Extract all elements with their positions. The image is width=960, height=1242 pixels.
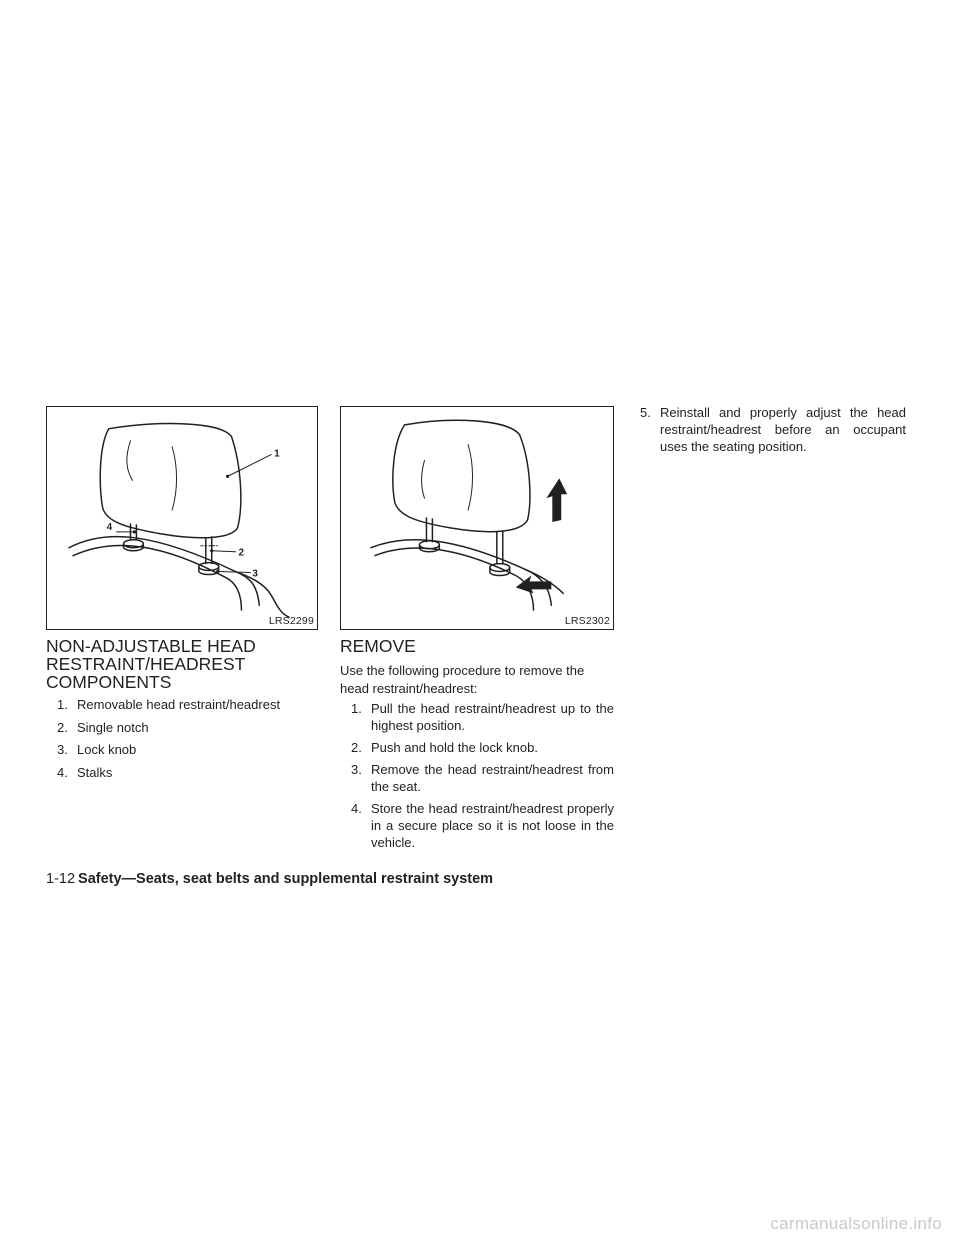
figure-headrest-components xyxy=(46,406,318,630)
callout-4: 4 xyxy=(106,521,113,533)
list-item: 5. Reinstall and properly adjust the head restraint/headrest before an occupant uses the seating position. xyxy=(640,405,906,454)
callout-3: 3 xyxy=(252,568,258,580)
figure-code: LRS2302 xyxy=(564,615,610,627)
watermark: carmanualsonline.info xyxy=(770,1214,942,1233)
page-footer xyxy=(46,871,493,887)
chapter-title: Safety—Seats, seat belts and supplemental restraint system xyxy=(78,871,494,887)
remove-steps-list xyxy=(351,700,614,856)
section-heading-remove: REMOVE xyxy=(340,636,416,656)
list-item: 1. Pull the head restraint/headrest up to the highest position. xyxy=(351,701,614,733)
up-arrow-icon xyxy=(546,478,567,522)
figure-code: LRS2299 xyxy=(268,615,314,627)
list-item: 3. Lock knob xyxy=(57,742,137,757)
list-item: 3. Remove the head restraint/headrest from the seat. xyxy=(351,762,614,794)
page-number: 1-12 xyxy=(46,871,76,887)
remove-intro: Use the following procedure to remove the head restraint/headrest: xyxy=(340,663,585,696)
remove-steps-list-continued xyxy=(640,404,906,460)
list-item: 4. Store the head restraint/headrest properly in a secure place so it is not loose in the vehicle. xyxy=(351,801,614,850)
list-item: 2. Push and hold the lock knob. xyxy=(351,740,538,755)
callout-2: 2 xyxy=(238,547,245,559)
components-list xyxy=(57,696,317,786)
callout-1: 1 xyxy=(274,448,280,460)
list-item: 1. Removable head restraint/headrest xyxy=(57,697,281,712)
headrest-removal-illustration xyxy=(341,407,613,629)
headrest-components-illustration xyxy=(47,407,317,629)
section-heading-components: NON-ADJUSTABLE HEAD RESTRAINT/HEADREST COMPONENTS xyxy=(46,636,256,692)
list-item: 4. Stalks xyxy=(57,764,113,780)
list-item: 2. Single notch xyxy=(57,719,149,735)
figure-headrest-removal xyxy=(340,406,614,630)
